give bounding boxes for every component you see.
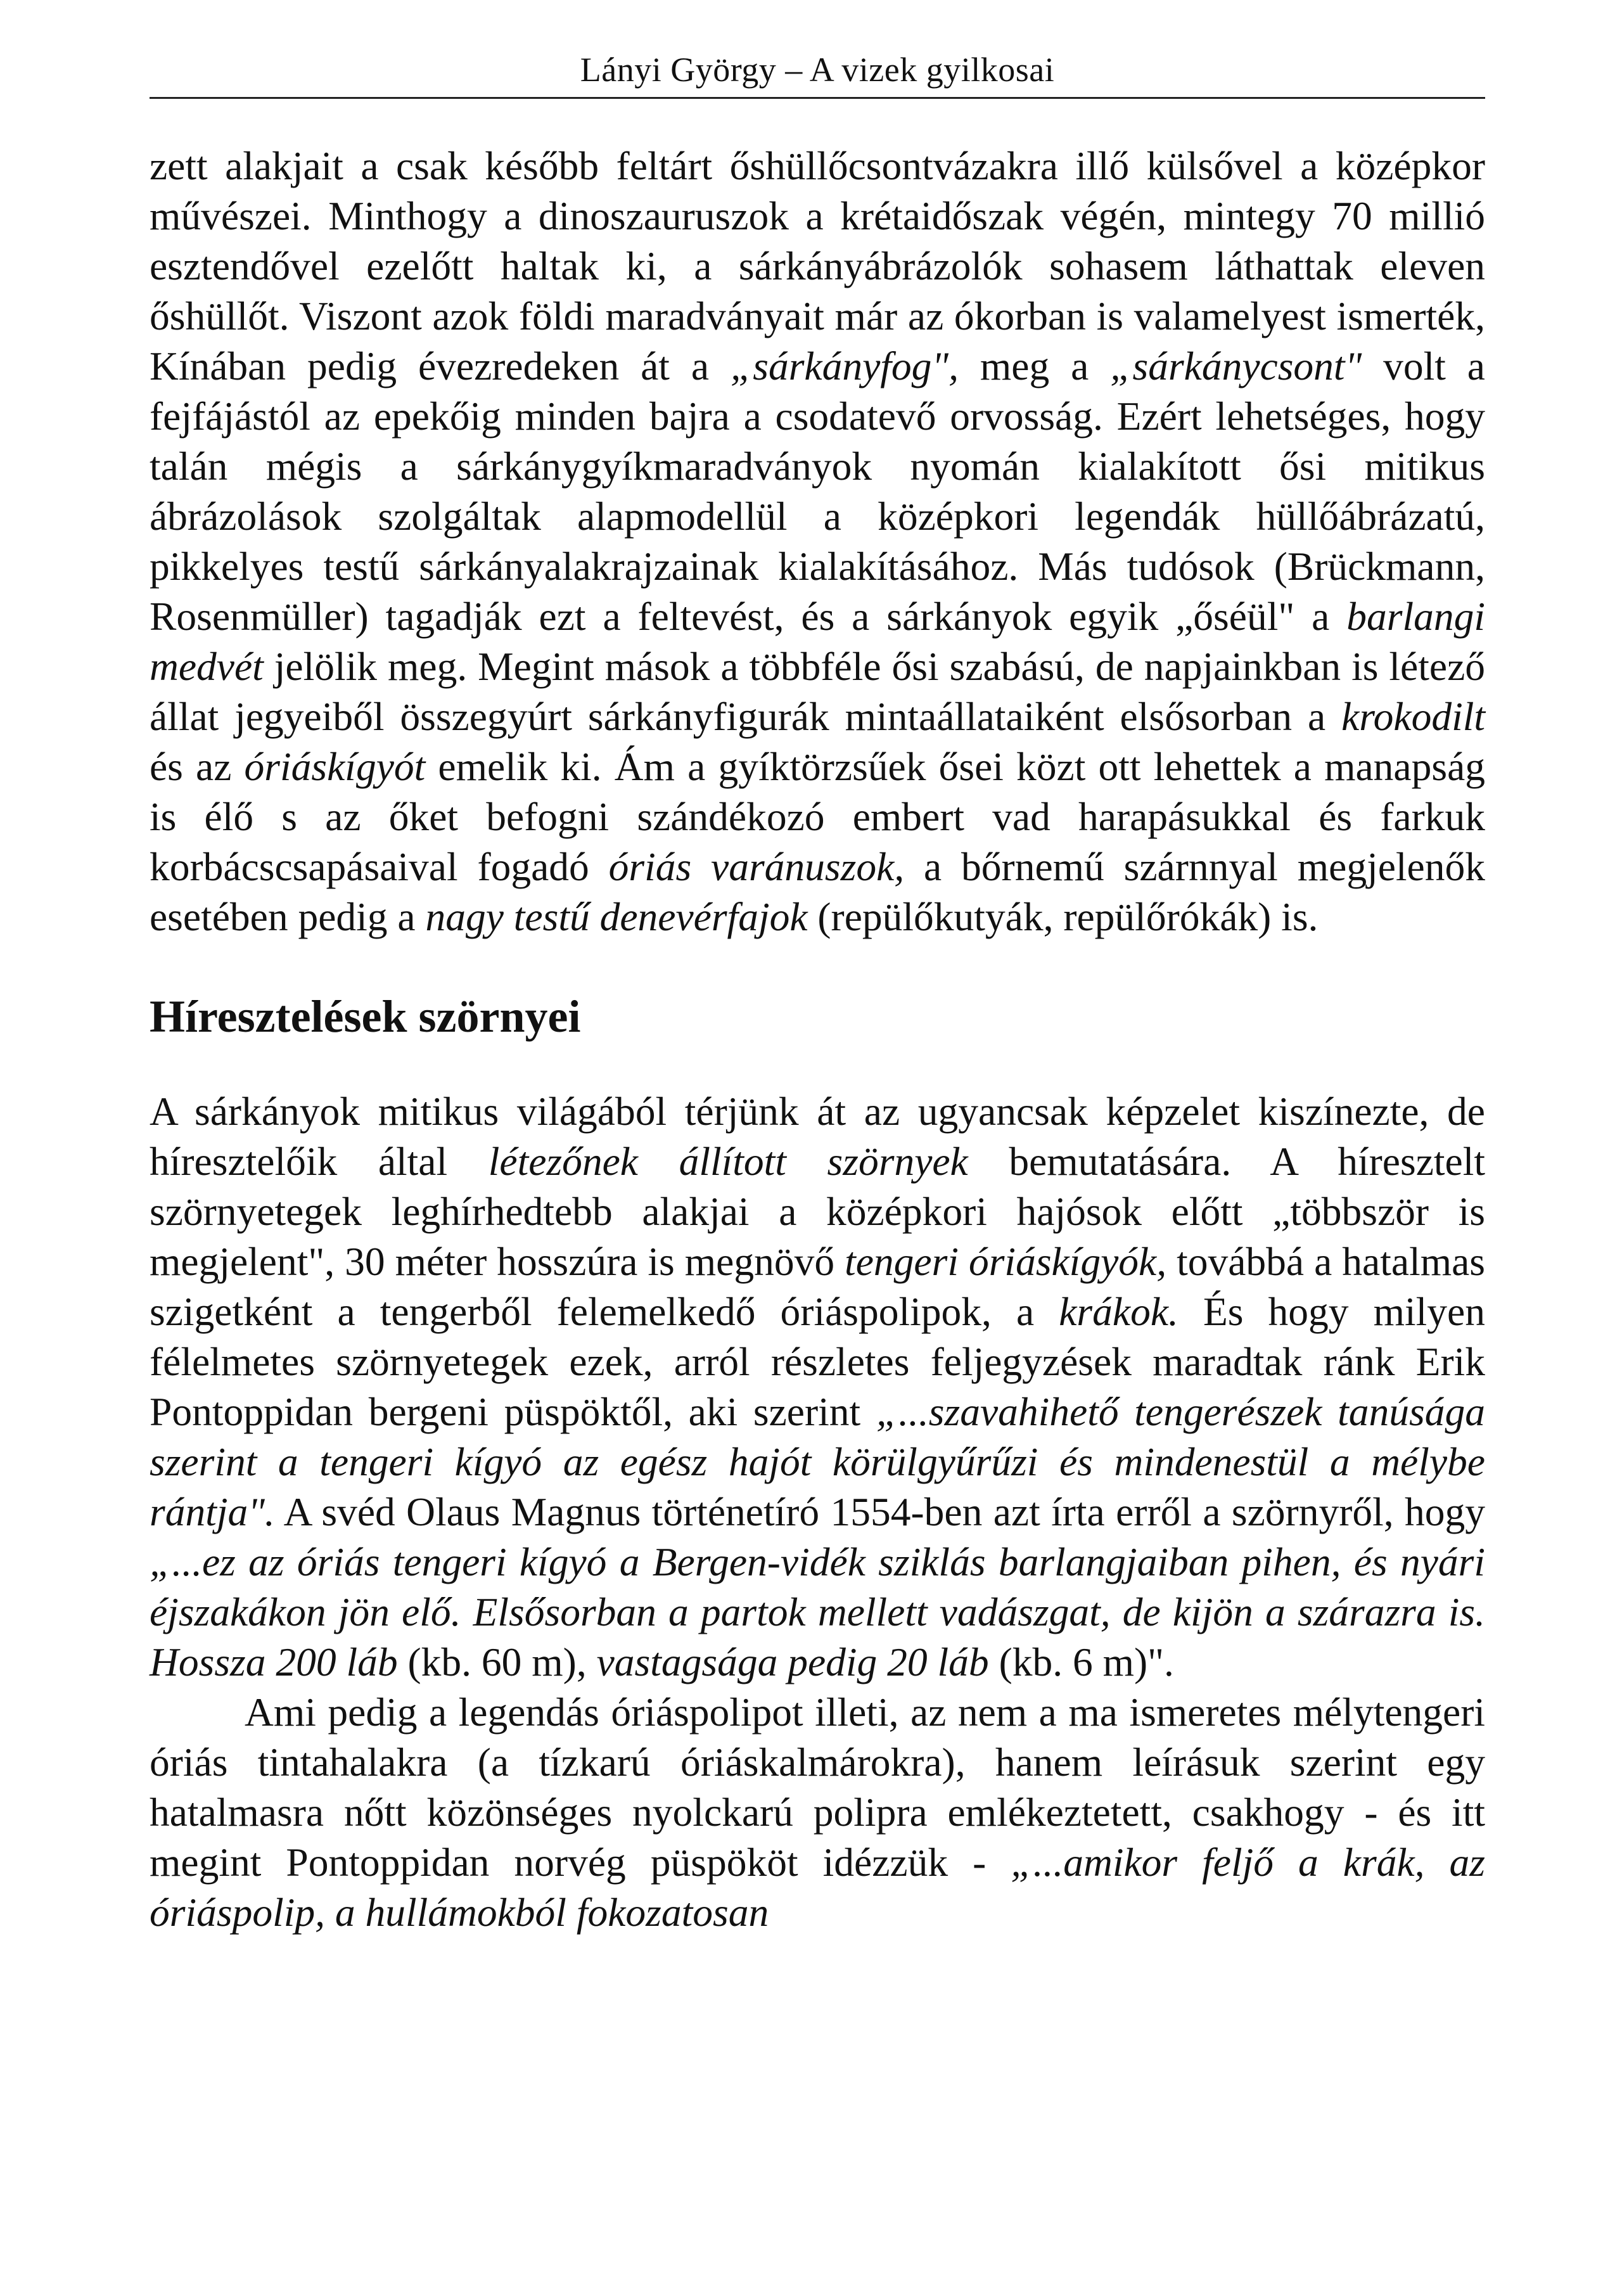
paragraph (150, 1687, 1485, 1937)
italic-text-run: nagy testű denevérfajok (425, 894, 808, 939)
italic-text-run: tengeri óriáskígyók, (845, 1239, 1167, 1284)
section-heading: Híresztelések szörnyei (150, 991, 581, 1042)
text-run: A sárkányok mitikus világából térjünk át az ugyancsak képzelet kiszínezte, de híresztelőik által (150, 1089, 1485, 1184)
text-run: (kb. 6 m)". (988, 1639, 1174, 1684)
text-run: a bőrnemű szárnnyal megjelenők esetében pedig a (150, 844, 1485, 939)
text-run: zett alakjait a csak később feltárt őshüllőcsontvázakra illő külsővel a középkor művészei. Minthogy a dinoszauruszok a krétaidőszak végén, mintegy 70 millió esztendővel ezelőtt haltak ki, a sárkányábrázolók sohasem láthattak eleven őshüllőt. Viszont azok földi maradványait már az ókorban is valamelyest ismerték, Kínában pedig évezredeken át a (150, 143, 1485, 388)
italic-text-run: „...amikor feljő a krák, az óriáspolip, a hullámokból fokozatosan (150, 1840, 1485, 1935)
text-run: Ami pedig a legendás óriáspolipot illeti, az nem a ma ismeretes mélytengeri óriás tintahalakra (a tízkarú óriáskalmárokra), hanem leírásuk szerint egy hatalmasra nőtt közönséges nyolckarú polipra emlékeztetett, csakhogy - és itt megint Pontoppidan norvég püspököt idézzük - (150, 1690, 1485, 1885)
paragraph (150, 141, 1485, 942)
text-run: bemutatására. A híresztelt szörnyetegek leghírhedtebb alakjai a középkori hajósok előtt „többször is megjelent", 30 méter hosszúra is megnövő (150, 1139, 1485, 1284)
text-run: és az (150, 744, 245, 789)
italic-text-run: létezőnek állított szörnyek (488, 1139, 968, 1184)
italic-text-run: óriás varánuszok, (608, 844, 905, 889)
text-run: továbbá a hatalmas szigetként a tengerből felemelkedő óriáspolipok, a (150, 1239, 1485, 1334)
italic-text-run: barlangi medvét (150, 594, 1485, 689)
italic-text-run: „sárkányfog", (730, 343, 959, 388)
text-run: (kb. 60 m), (397, 1639, 597, 1684)
italic-text-run: „...ez az óriás tengeri kígyó a Bergen-vidék sziklás barlangjaiban pihen, és nyári éjszakákon jön elő. Elsősorban a partok mellett vadászgat, de kijön a szárazra is. Hossza 200 láb (150, 1539, 1485, 1684)
italic-text-run: „...szavahihető tengerészek tanúsága szerint a tengeri kígyó az egész hajót körülgyűrűzi és mindenestül a mélybe rántja". (150, 1389, 1485, 1534)
text-run: emelik ki. Ám a gyíktörzsűek ősei közt ott lehettek a manapság is élő s az őket befogni szándékozó embert vad harapásukkal és farkuk korbácscsapásaival fogadó (150, 744, 1486, 889)
running-header: Lányi György – A vizek gyilkosai (580, 51, 1055, 89)
italic-text-run: „sárkánycsont" (1110, 343, 1362, 388)
italic-text-run: krákok. (1059, 1289, 1178, 1334)
text-run: (repülőkutyák, repülőrókák) is. (807, 894, 1319, 939)
italic-text-run: vastagsága pedig 20 láb (596, 1639, 989, 1684)
paragraph (150, 1086, 1485, 1687)
text-column (150, 141, 1485, 1937)
text-run: jelölik meg. Megint mások a többféle ősi szabású, de napjainkban is létező állat jegyeiből összegyúrt sárkányfigurák mintaállataiként elsősorban a (150, 644, 1485, 739)
header-rule (150, 97, 1485, 99)
text-run: A svéd Olaus Magnus történetíró 1554-ben azt írta erről a szörnyről, hogy (274, 1489, 1485, 1534)
text-run: És hogy milyen félelmetes szörnyetegek ezek, arról részletes feljegyzések maradtak ránk Erik Pontoppidan bergeni püspöktől, aki szerint (150, 1289, 1485, 1434)
text-run: meg a (958, 343, 1111, 388)
text-run: volt a fejfájástól az epekőig minden bajra a csodatevő orvosság. Ezért lehetséges, hogy talán mégis a sárkánygyíkmaradványok nyomán kialakított ősi mitikus ábrázolások szolgáltak alapmodellül a középkori legendák hüllőábrázatú, pikkelyes testű sárkányalakrajzainak kialakításához. Más tudósok (Brückmann, Rosenmüller) tagadják ezt a feltevést, és a sárkányok egyik „őséül" a (150, 343, 1485, 639)
italic-text-run: óriáskígyót (244, 744, 426, 789)
italic-text-run: krokodilt (1341, 694, 1485, 739)
